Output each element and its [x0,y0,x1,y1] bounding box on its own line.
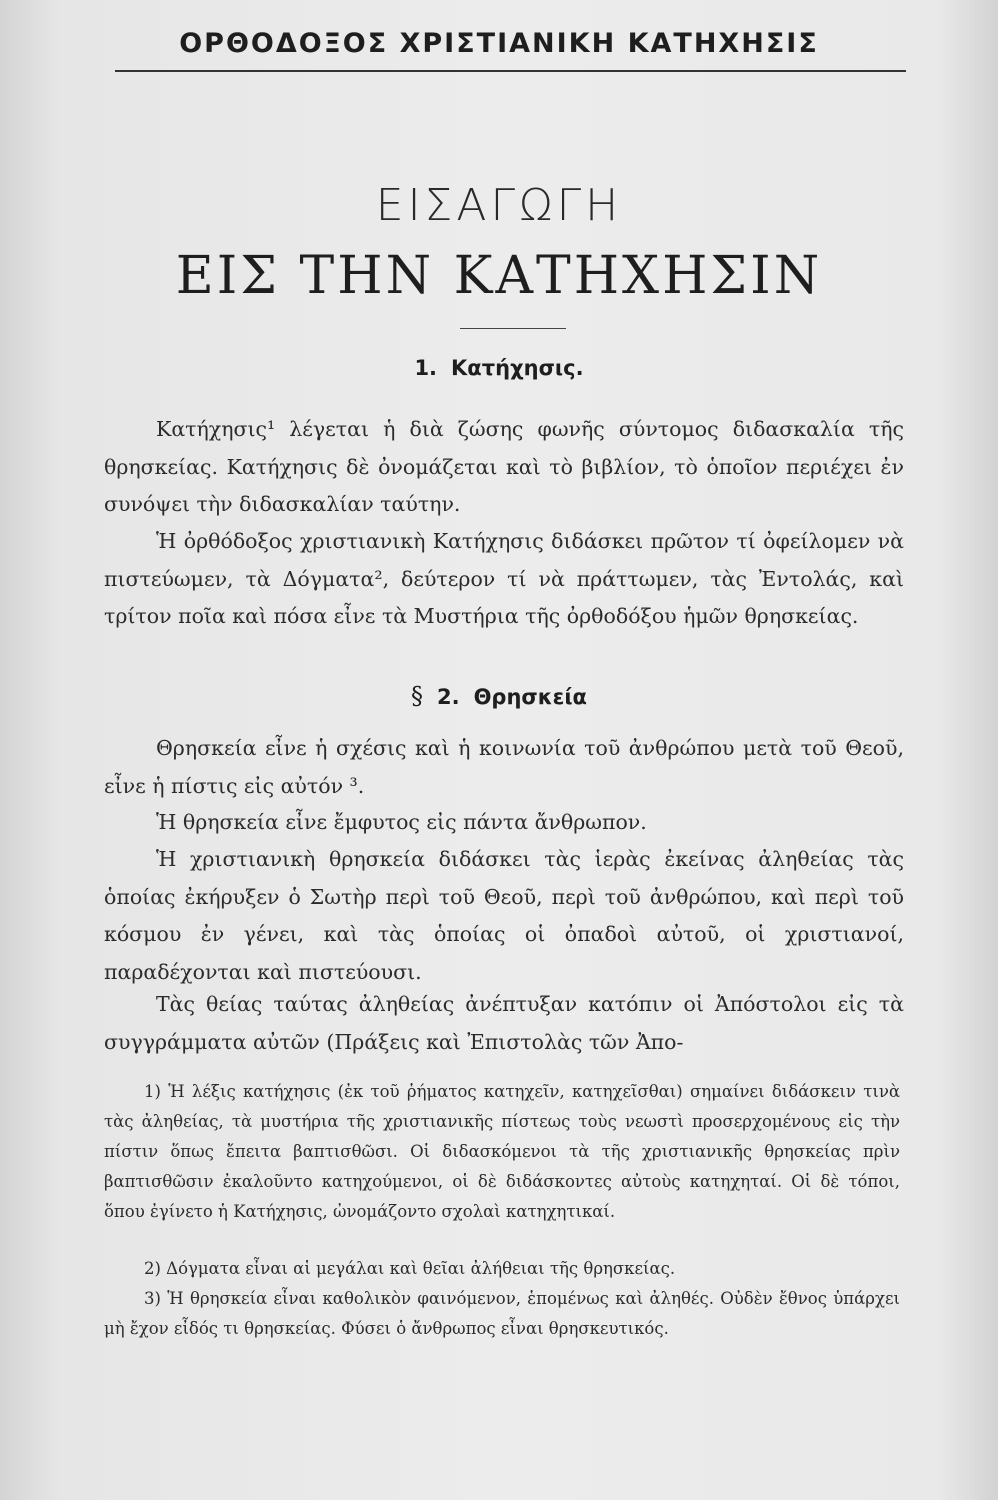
title-line-2: ΕΙΣ ΤΗΝ ΚΑΤΗΧΗΣΙΝ [175,246,823,306]
header-rule [115,70,906,72]
section-1-paragraph-1: Κατήχησις¹ λέγεται ἡ διὰ ζώσης φωνῆς σύντομος διδασκαλία τῆς θρησκείας. Κατήχησις δὲ ὀνομάζεται καὶ τὸ βιβλίον, τὸ ὁποῖον περιέχει ἐν συνόψει τὴν διδασκαλίαν ταύτην. [104,417,904,516]
title-divider [460,328,566,329]
footnote-3: 3) Ἡ θρησκεία εἶναι καθολικὸν φαινόμενον, ἑπομένως καὶ ἀληθές. Οὐδὲν ἔθνος ὑπάρχει μὴ ἔχον εἶδός τι θρησκείας. Φύσει ὁ ἄνθρωπος εἶναι θρησκευτικός. [104,1289,900,1338]
section-2-number: 2. [436,685,460,709]
footnote-1: 1) Ἡ λέξις κατήχησις (ἐκ τοῦ ῥήματος κατηχεῖν, κατηχεῖσθαι) σημαίνει διδάσκειν τινὰ τὰς ἀληθείας, τὰ μυστήρια τῆς χριστιανικῆς πίστεως τοὺς νεωστὶ προσερχομένους εἰς τὴν πίστιν ὅπως ἔπειτα βαπτισθῶσι. Οἱ διδασκόμενοι τὰ τῆς χριστιανικῆς θρησκείας πρὶν βαπτισθῶσιν ἐκαλοῦντο κατηχούμενοι, οἱ δὲ διδάσκοντες αὐτοὺς κατηχηταί. Οἱ δὲ τόποι, ὅπου ἐγίνετο ἡ Κατήχησις, ὠνομάζοντο σχολαὶ κατηχητικαί. [104,1082,900,1221]
running-head: ΟΡΘΟΔΟΞΟΣ ΧΡΙΣΤΙΑΝΙΚΗ ΚΑΤΗΧΗΣΙΣ [179,28,819,59]
section-1-number: 1. [414,356,438,380]
section-2-paragraph-1: Θρησκεία εἶνε ἡ σχέσις καὶ ἡ κοινωνία τοῦ ἀνθρώπου μετὰ τοῦ Θεοῦ, εἶνε ἡ πίστις εἰς αὐτόν ³. [104,736,904,798]
section-1-title: Κατήχησις. [451,356,584,380]
footnote-2: 2) Δόγματα εἶναι αἱ μεγάλαι καὶ θεῖαι ἀλήθειαι τῆς θρησκείας. [144,1259,676,1278]
section-2-heading [0,682,998,710]
title-line-1: ΕΙΣΑΓΩΓΗ [375,180,623,231]
section-2-paragraph-2: Ἡ θρησκεία εἶνε ἔμφυτος εἰς πάντα ἄνθρωπον. [156,810,647,834]
section-2-title: Θρησκεία [473,685,587,709]
section-2-paragraph-4: Τὰς θείας ταύτας ἀληθείας ἀνέπτυξαν κατόπιν οἱ Ἀπόστολοι εἰς τὰ συγγράμματα αὐτῶν (Πράξεις καὶ Ἐπιστολὰς τῶν Ἀπο- [104,992,904,1054]
section-2-paragraph-3: Ἡ χριστιανικὴ θρησκεία διδάσκει τὰς ἱερὰς ἐκείνας ἀληθείας τὰς ὁποίας ἐκήρυξεν ὁ Σωτὴρ περὶ τοῦ Θεοῦ, περὶ τοῦ ἀνθρώπου, καὶ περὶ τοῦ κόσμου ἐν γένει, καὶ τὰς ὁποίας οἱ ὀπαδοὶ αὐτοῦ, οἱ χριστιανοί, παραδέχονται καὶ πιστεύουσι. [104,847,904,984]
section-1-heading [0,356,998,380]
section-1-paragraph-2: Ἡ ὀρθόδοξος χριστιανικὴ Κατήχησις διδάσκει πρῶτον τί ὀφείλομεν νὰ πιστεύωμεν, τὰ Δόγματα², δεύτερον τί νὰ πράττωμεν, τὰς Ἐντολάς, καὶ τρίτον ποῖα καὶ πόσα εἶνε τὰ Μυστήρια τῆς ὀρθοδόξου ἡμῶν θρησκείας. [104,529,904,628]
section-symbol: § [410,682,423,710]
